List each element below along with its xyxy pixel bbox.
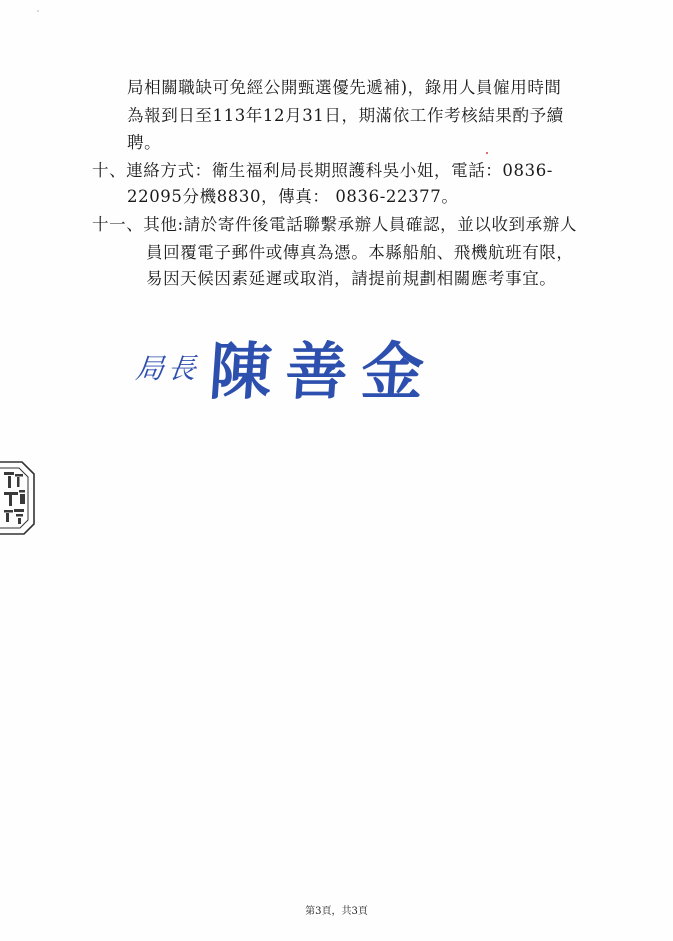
ink-speck [486, 152, 488, 154]
ink-speck [37, 10, 39, 12]
director-signature [134, 322, 441, 411]
other-item-line-2: 員回覆電子郵件或傳真為憑。本縣船舶、飛機航班有限， [146, 243, 574, 262]
page-footer: 第3頁，共3頁 [305, 906, 368, 917]
other-item-line-1: 十一、其他:請於寄件後電話聯繫承辦人員確認，並以收到承辦人 [92, 215, 577, 234]
other-item-line-3: 易因天候因素延遲或取消，請提前規劃相關應考事宜。 [146, 269, 557, 288]
contact-item-line-1: 十、連絡方式：衛生福利局長期照護科吳小姐，電話：0836- [92, 161, 553, 180]
body-line-3: 聘。 [127, 133, 162, 152]
signature-name: 陳善金 [207, 335, 441, 408]
seam-seal-stamp [0, 458, 36, 536]
signature-title: 局長 [134, 351, 202, 385]
body-line-1: 局相關職缺可免經公開甄選優先遞補)，錄用人員僱用時間 [127, 78, 562, 97]
body-line-2: 為報到日至113年12月31日，期滿依工作考核結果酌予續 [127, 106, 564, 125]
contact-item-line-2: 22095分機8830，傳真： 0836-22377。 [127, 187, 459, 206]
